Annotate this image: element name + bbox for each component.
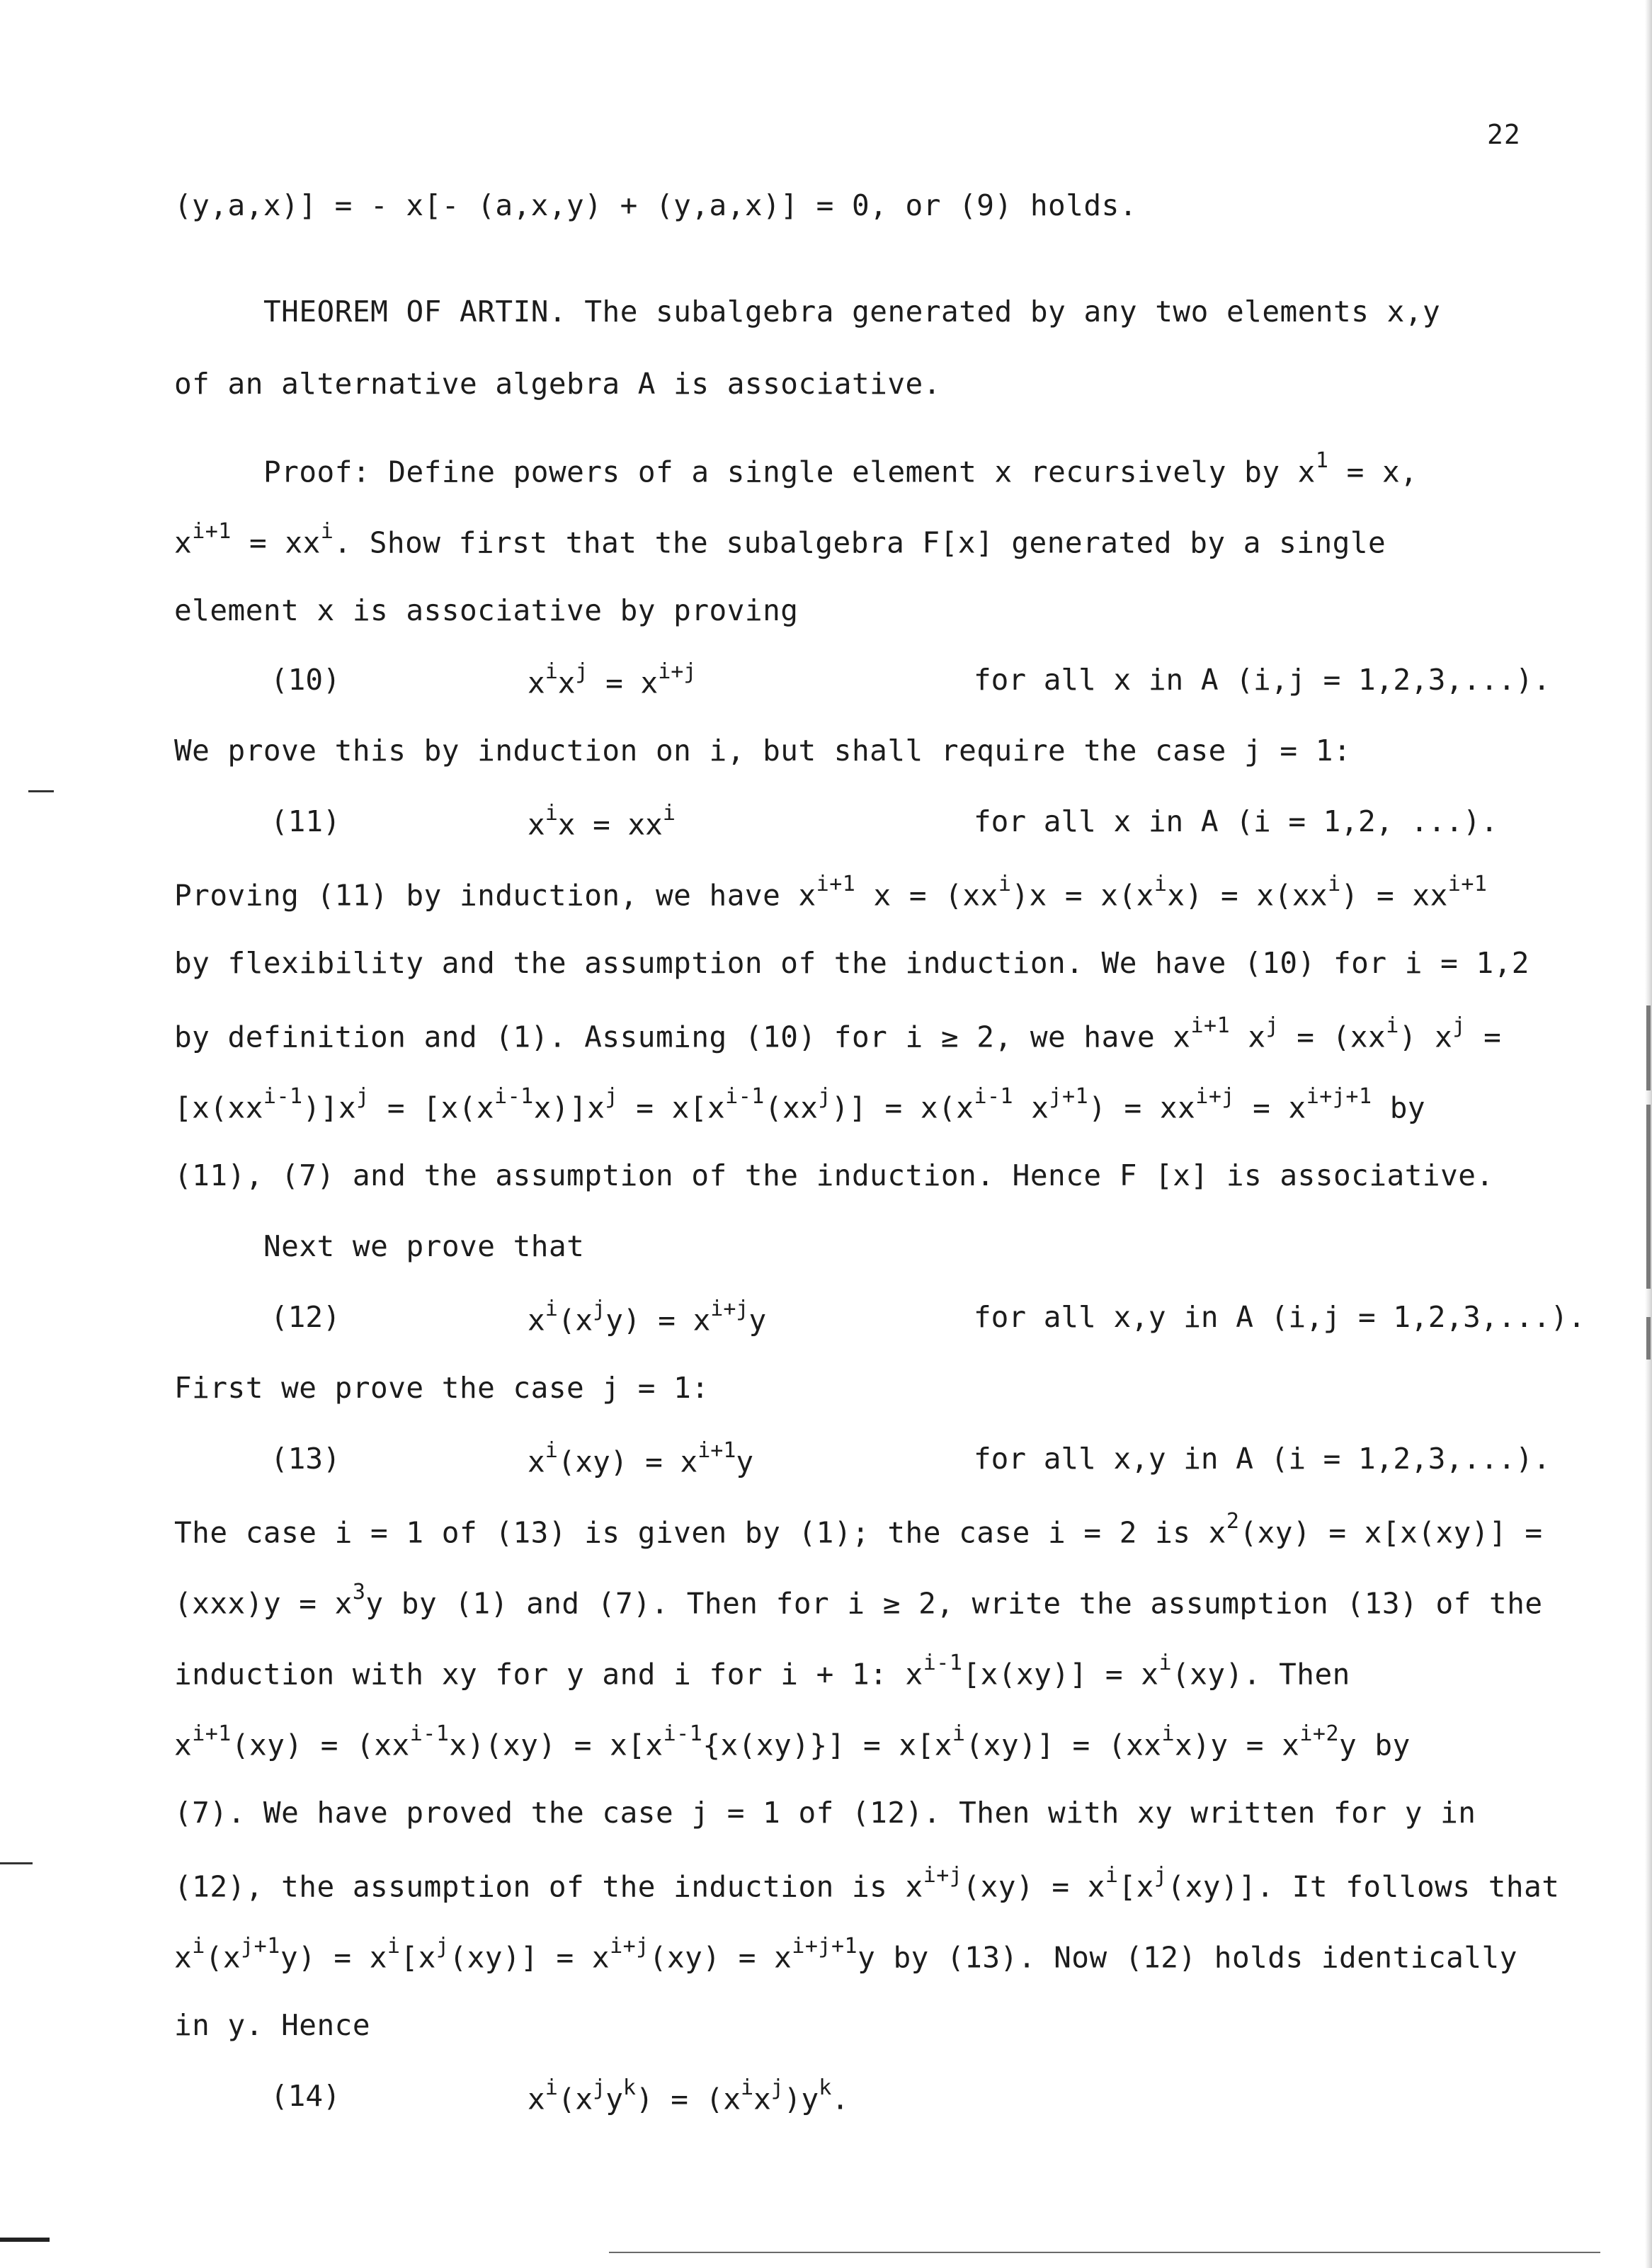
text-line: by flexibility and the assumption of the induction. We have (10) for i = 1,2 [174,946,1529,980]
text-line: $x^i(x^{j+1}y) = x^i[x^j(xy)] = x^{i+j}(xy) = x^{i+j+1}y$ by (13). Now (12) holds identically [174,1934,1517,1975]
text-line: (11), (7) and the assumption of the induction. Hence F [x] is associative. [174,1158,1494,1192]
text-line: of an alternative algebra A is associative. [174,367,941,401]
theorem-heading-line: THEOREM OF ARTIN. The subalgebra generated by any two elements x,y [263,295,1441,329]
text-line: $x^{i+1} = xx^i$. Show first that the subalgebra F[x] generated by a single [174,519,1386,560]
page-number: 22 [1487,119,1521,150]
bottom-rule [609,2252,1600,2253]
equation-condition: for all x,y in A (i = 1,2,3,...). [974,1442,1551,1476]
text-line: The case i = 1 of (13) is given by (1); the case i = 2 is $x^2(xy) = x[x(xy)]$ = [174,1509,1543,1550]
text-line: We prove this by induction on i, but shall require the case j = 1: [174,734,1352,768]
theorem-title: THEOREM OF ARTIN. [263,295,567,329]
scan-edge-mark [1646,1317,1651,1360]
equation-condition: for all x,y in A (i,j = 1,2,3,...). [974,1300,1585,1334]
text-line: (y,a,x)] = - x[- (a,x,y) + (y,a,x)] = 0, or (9) holds. [174,188,1137,222]
text-line: First we prove the case j = 1: [174,1371,710,1405]
proof-line: Proof: Define powers of a single element x recursively by $x^1 = x$, [263,448,1418,489]
equation-13: $x^i(xy) = x^{i+1}y$ [528,1438,754,1479]
text-line: Proving (11) by induction, we have $x^{i+1}$ $x = (xx^i)x = x(x^ix) = x(xx^i) = xx^{i+1}$ [174,872,1488,913]
text-line: Next we prove that [263,1229,585,1263]
text-line: by definition and (1). Assuming (10) for i ≥ 2, we have $x^{i+1}$ $x^j = (xx^i) x^j$ = [174,1013,1502,1054]
corner-mark [0,2238,50,2242]
scan-edge-mark [1646,1105,1651,1289]
equation-condition: for all x in A (i = 1,2, ...). [974,804,1498,838]
scan-edge-mark [1646,1005,1651,1090]
text-line: $[x(xx^{i-1})]x^j = [x(x^{i-1}x)]x^j = x[x^{i-1}(xx^j)] = x(x^{i-1}$ $x^{j+1}) = xx^{i+j} = x^{i+j+1}$ by [174,1084,1426,1125]
equation-condition: for all x in A (i,j = 1,2,3,...). [974,663,1551,697]
margin-mark [0,1862,33,1864]
equation-number: (14) [270,2079,341,2113]
text-line: (7). We have proved the case j = 1 of (12). Then with xy written for y in [174,1796,1476,1830]
equation-number: (13) [270,1442,341,1476]
text-line: $x^{i+1}(xy) = (xx^{i-1}x)(xy) = x[x^{i-1}\{x(xy)\}] = x[x^i(xy)] = (xx^ix)y = x^{i+2}y$ by [174,1721,1411,1762]
margin-mark [28,790,54,792]
text-line: (12), the assumption of the induction is $x^{i+j}(xy) = x^i[x^j(xy)]$. It follows that [174,1863,1560,1904]
equation-11: $x^ix = xx^i$ [528,801,676,842]
equation-number: (11) [270,804,341,838]
text-line: induction with xy for y and i for i + 1: $x^{i-1}[x(xy)] = x^i(xy)$. Then [174,1651,1350,1692]
equation-number: (10) [270,663,341,697]
equation-10: $x^ix^j = x^{i+j}$ [528,659,697,700]
equation-12: $x^i(x^jy) = x^{i+j}y$ [528,1297,767,1338]
text-line: element x is associative by proving [174,593,799,627]
equation-14: $x^i(x^jy^k) = (x^ix^j)y^k$. [528,2075,849,2116]
proof-label: Proof: [263,455,371,489]
equation-number: (12) [270,1300,341,1334]
text-line: in y. Hence [174,2008,371,2042]
text-line: $(xxx)y = x^3y$ by (1) and (7). Then for i ≥ 2, write the assumption (13) of the [174,1580,1543,1621]
